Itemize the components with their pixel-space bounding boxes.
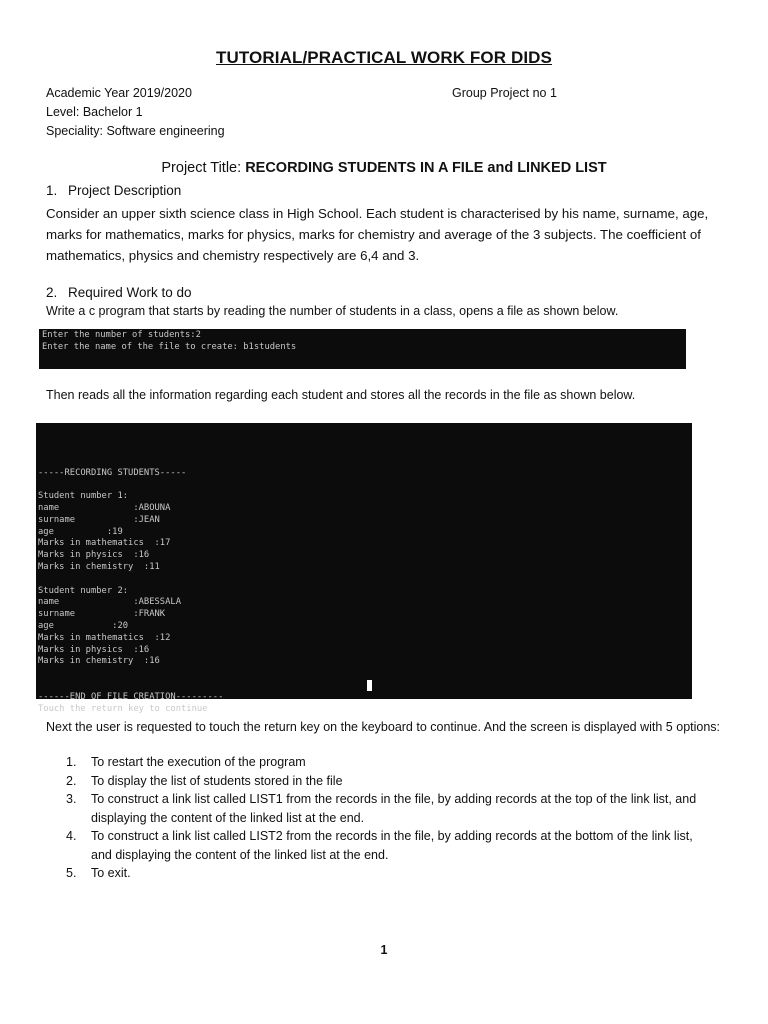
console-line: age :19 xyxy=(38,526,123,537)
option-number: 3. xyxy=(66,792,77,806)
option-text: To display the list of students stored in the file xyxy=(91,773,343,788)
console-line: surname :JEAN xyxy=(38,514,160,525)
console-line: Student number 1: xyxy=(38,491,129,502)
console-screenshot-file-creation xyxy=(39,329,686,369)
console-line: Marks in mathematics :17 xyxy=(38,538,171,549)
project-title xyxy=(0,160,768,176)
console-line: ------END OF FILE CREATION--------- xyxy=(38,691,224,702)
section-1-heading xyxy=(46,183,181,198)
console-line: Enter the name of the file to create: b1students xyxy=(42,341,297,352)
console-line: name :ABOUNA xyxy=(38,502,171,513)
options-list xyxy=(66,753,716,883)
option-item xyxy=(66,827,716,864)
console-line: -----RECORDING STUDENTS----- xyxy=(38,467,187,478)
course-info xyxy=(46,84,225,141)
option-text: To restart the execution of the program xyxy=(91,755,306,769)
console-screenshot-recording-students xyxy=(36,423,692,714)
option-number: 5. xyxy=(66,866,77,880)
option-item xyxy=(66,753,716,772)
console-line: Marks in mathematics :12 xyxy=(38,632,171,643)
section-2-number: 2. xyxy=(46,285,58,300)
page-title: TUTORIAL/PRACTICAL WORK FOR DIDS xyxy=(216,48,552,67)
console-line: Marks in physics :16 xyxy=(38,644,150,655)
project-description: Consider an upper sixth science class in High School. Each student is characterised by his name, surname, age, marks for mathematics, marks for physics, marks for chemistry and average of the 3 subjects. The coefficient of mathematics, physics and chemistry respectively are 6,4 and 3. xyxy=(46,206,709,263)
reads-all-text: Then reads all the information regarding each student and stores all the records in the file as shown below. xyxy=(46,388,636,402)
console-line: Enter the number of students:2 xyxy=(42,330,201,340)
console-line: Marks in chemistry :11 xyxy=(38,561,160,572)
option-item xyxy=(66,772,716,791)
option-number: 4. xyxy=(66,829,77,843)
console-line: Marks in chemistry :16 xyxy=(38,656,160,667)
project-title-main: RECORDING STUDENTS IN A FILE and LINKED LIST xyxy=(245,160,607,176)
option-item xyxy=(66,864,716,883)
option-number: 1. xyxy=(66,755,77,769)
console-line: Student number 2: xyxy=(38,585,129,596)
console-line xyxy=(38,680,692,692)
option-number: 2. xyxy=(66,773,77,788)
group-project: Group Project no 1 xyxy=(452,86,557,100)
console-line: name :ABESSALA xyxy=(38,597,181,608)
section-1-title: Project Description xyxy=(68,183,182,198)
level: Level: Bachelor 1 xyxy=(46,105,143,119)
option-text: To construct a link list called LIST1 from the records in the file, by adding records at the top of the link list, and displaying the content of the linked list at the end. xyxy=(91,792,697,825)
speciality: Speciality: Software engineering xyxy=(46,124,225,138)
options-intro: Next the user is requested to touch the return key on the keyboard to continue. And the screen is displayed with 5 options: xyxy=(46,720,721,734)
console-line: Touch the return key to continue xyxy=(38,703,208,714)
academic-year: Academic Year 2019/2020 xyxy=(46,86,192,100)
section-1-number: 1. xyxy=(46,183,58,198)
console-line xyxy=(38,479,692,491)
option-item xyxy=(66,790,716,827)
option-text: To exit. xyxy=(91,866,131,880)
console-line: age :20 xyxy=(38,620,129,631)
section-2-heading xyxy=(46,285,192,300)
project-title-prefix: Project Title: xyxy=(161,160,246,176)
option-text: To construct a link list called LIST2 from the records in the file, by adding records at the bottom of the link list, and displaying the content of the linked list at the end. xyxy=(91,829,693,862)
page-number: 1 xyxy=(380,943,388,957)
section-2-title: Required Work to do xyxy=(68,285,192,300)
console-line xyxy=(38,574,692,586)
console-cursor xyxy=(367,680,372,691)
required-work-intro: Write a c program that starts by reading the number of students in a class, opens a file as shown below. xyxy=(46,304,619,318)
console-line: Marks in physics :16 xyxy=(38,550,150,561)
console-line xyxy=(38,668,692,680)
console-line: surname :FRANK xyxy=(38,609,166,620)
